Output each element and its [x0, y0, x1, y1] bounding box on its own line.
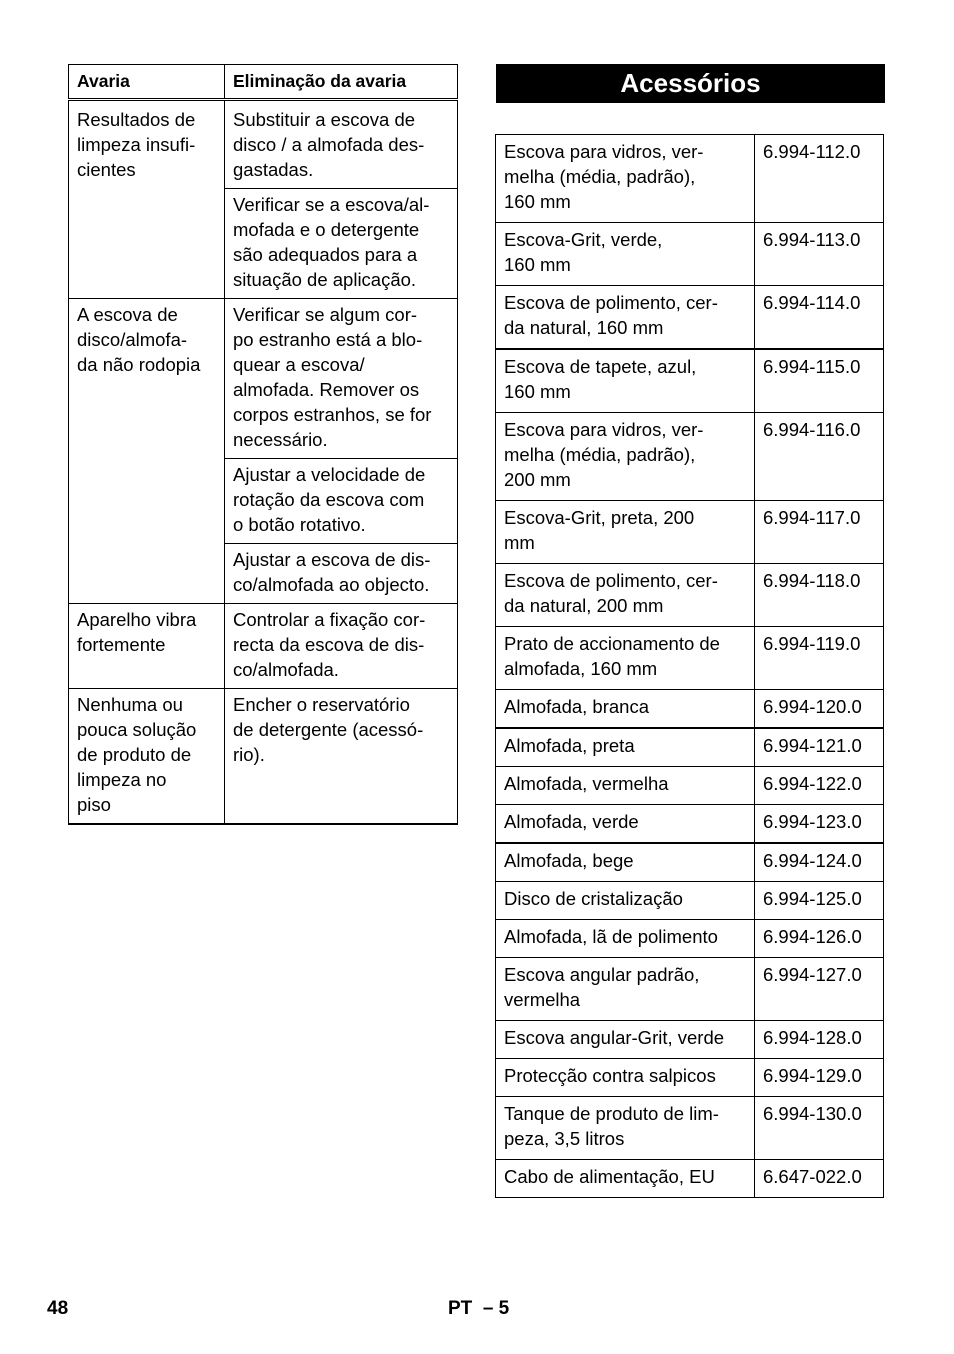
accessory-name: Cabo de alimentação, EU	[496, 1160, 755, 1198]
accessory-row	[496, 1160, 884, 1198]
accessory-name: Almofada, preta	[496, 728, 755, 767]
accessories-heading: Acessórios	[496, 64, 885, 103]
remedy-cell: Substituir a escova de disco / a almofada des- gastadas.	[225, 100, 458, 189]
accessory-name: Escova para vidros, ver- melha (média, padrão), 160 mm	[496, 135, 755, 223]
fault-cell: A escova de disco/almofa- da não rodopia	[69, 299, 225, 604]
troubleshooting-table	[68, 64, 458, 825]
accessory-name: Protecção contra salpicos	[496, 1059, 755, 1097]
accessory-order-number: 6.994-124.0	[755, 843, 884, 882]
accessory-order-number: 6.994-116.0	[755, 413, 884, 501]
remedy-cell: Controlar a fixação cor- recta da escova de dis- co/almofada.	[225, 604, 458, 689]
accessory-order-number: 6.994-123.0	[755, 805, 884, 844]
remedy-cell: Ajustar a escova de dis- co/almofada ao objecto.	[225, 544, 458, 604]
accessory-order-number: 6.994-129.0	[755, 1059, 884, 1097]
accessory-order-number: 6.994-114.0	[755, 286, 884, 350]
accessory-row	[496, 564, 884, 627]
accessory-name: Almofada, verde	[496, 805, 755, 844]
remedy-cell: Verificar se a escova/al- mofada e o detergente são adequados para a situação de aplicação.	[225, 189, 458, 299]
accessory-name: Escova de polimento, cer- da natural, 160 mm	[496, 286, 755, 350]
language-section-text: PT – 5	[448, 1298, 510, 1319]
accessory-name: Escova angular padrão, vermelha	[496, 958, 755, 1021]
accessory-name: Almofada, bege	[496, 843, 755, 882]
troubleshooting-body	[69, 100, 458, 825]
accessory-name: Escova de polimento, cer- da natural, 200 mm	[496, 564, 755, 627]
accessory-name: Escova angular-Grit, verde	[496, 1021, 755, 1059]
accessory-row	[496, 1059, 884, 1097]
accessory-order-number: 6.994-112.0	[755, 135, 884, 223]
accessory-name: Prato de accionamento de almofada, 160 mm	[496, 627, 755, 690]
accessory-row	[496, 920, 884, 958]
fault-cell: Resultados de limpeza insufi- cientes	[69, 100, 225, 299]
accessory-name: Escova para vidros, ver- melha (média, padrão), 200 mm	[496, 413, 755, 501]
accessory-order-number: 6.994-125.0	[755, 882, 884, 920]
accessory-name: Escova de tapete, azul, 160 mm	[496, 349, 755, 413]
troubleshooting-row	[69, 604, 458, 689]
remedy-cell: Ajustar a velocidade de rotação da escova com o botão rotativo.	[225, 459, 458, 544]
accessory-row	[496, 286, 884, 350]
accessory-order-number: 6.994-128.0	[755, 1021, 884, 1059]
fault-column-header: Avaria	[69, 65, 225, 100]
accessory-name: Almofada, vermelha	[496, 767, 755, 805]
troubleshooting-header-row	[69, 65, 458, 100]
accessory-row	[496, 223, 884, 286]
accessory-order-number: 6.994-127.0	[755, 958, 884, 1021]
accessory-name: Almofada, branca	[496, 690, 755, 729]
accessory-name: Tanque de produto de lim- peza, 3,5 litros	[496, 1097, 755, 1160]
remedy-cell: Encher o reservatório de detergente (acessó- rio).	[225, 689, 458, 825]
accessory-order-number: 6.994-121.0	[755, 728, 884, 767]
fault-cell: Nenhuma ou pouca solução de produto de limpeza no piso	[69, 689, 225, 825]
accessory-row	[496, 1021, 884, 1059]
accessory-order-number: 6.994-115.0	[755, 349, 884, 413]
accessory-row	[496, 135, 884, 223]
accessory-row	[496, 413, 884, 501]
accessory-row	[496, 767, 884, 805]
accessory-row	[496, 690, 884, 729]
accessory-row	[496, 728, 884, 767]
troubleshooting-row	[69, 299, 458, 459]
remedy-column-header: Eliminação da avaria	[225, 65, 458, 100]
accessory-name: Disco de cristalização	[496, 882, 755, 920]
accessory-order-number: 6.994-122.0	[755, 767, 884, 805]
accessory-row	[496, 958, 884, 1021]
accessories-body	[496, 135, 884, 1198]
accessory-row	[496, 349, 884, 413]
troubleshooting-row	[69, 689, 458, 825]
accessory-order-number: 6.994-117.0	[755, 501, 884, 564]
accessory-name: Escova-Grit, preta, 200 mm	[496, 501, 755, 564]
accessory-row	[496, 501, 884, 564]
accessory-order-number: 6.994-118.0	[755, 564, 884, 627]
accessory-row	[496, 1097, 884, 1160]
accessory-row	[496, 882, 884, 920]
accessory-order-number: 6.647-022.0	[755, 1160, 884, 1198]
accessory-order-number: 6.994-126.0	[755, 920, 884, 958]
accessory-row	[496, 843, 884, 882]
page-number: 48	[47, 1298, 69, 1319]
accessory-row	[496, 627, 884, 690]
language-section-label	[448, 1298, 509, 1320]
accessory-name: Almofada, lã de polimento	[496, 920, 755, 958]
accessory-order-number: 6.994-120.0	[755, 690, 884, 729]
accessory-name: Escova-Grit, verde, 160 mm	[496, 223, 755, 286]
troubleshooting-row	[69, 100, 458, 189]
accessory-order-number: 6.994-119.0	[755, 627, 884, 690]
accessory-order-number: 6.994-113.0	[755, 223, 884, 286]
accessory-order-number: 6.994-130.0	[755, 1097, 884, 1160]
accessories-table	[495, 134, 884, 1198]
fault-cell: Aparelho vibra fortemente	[69, 604, 225, 689]
remedy-cell: Verificar se algum cor- po estranho está a blo- quear a escova/ almofada. Remover os corpos estranhos, se for necessário.	[225, 299, 458, 459]
accessory-row	[496, 805, 884, 844]
